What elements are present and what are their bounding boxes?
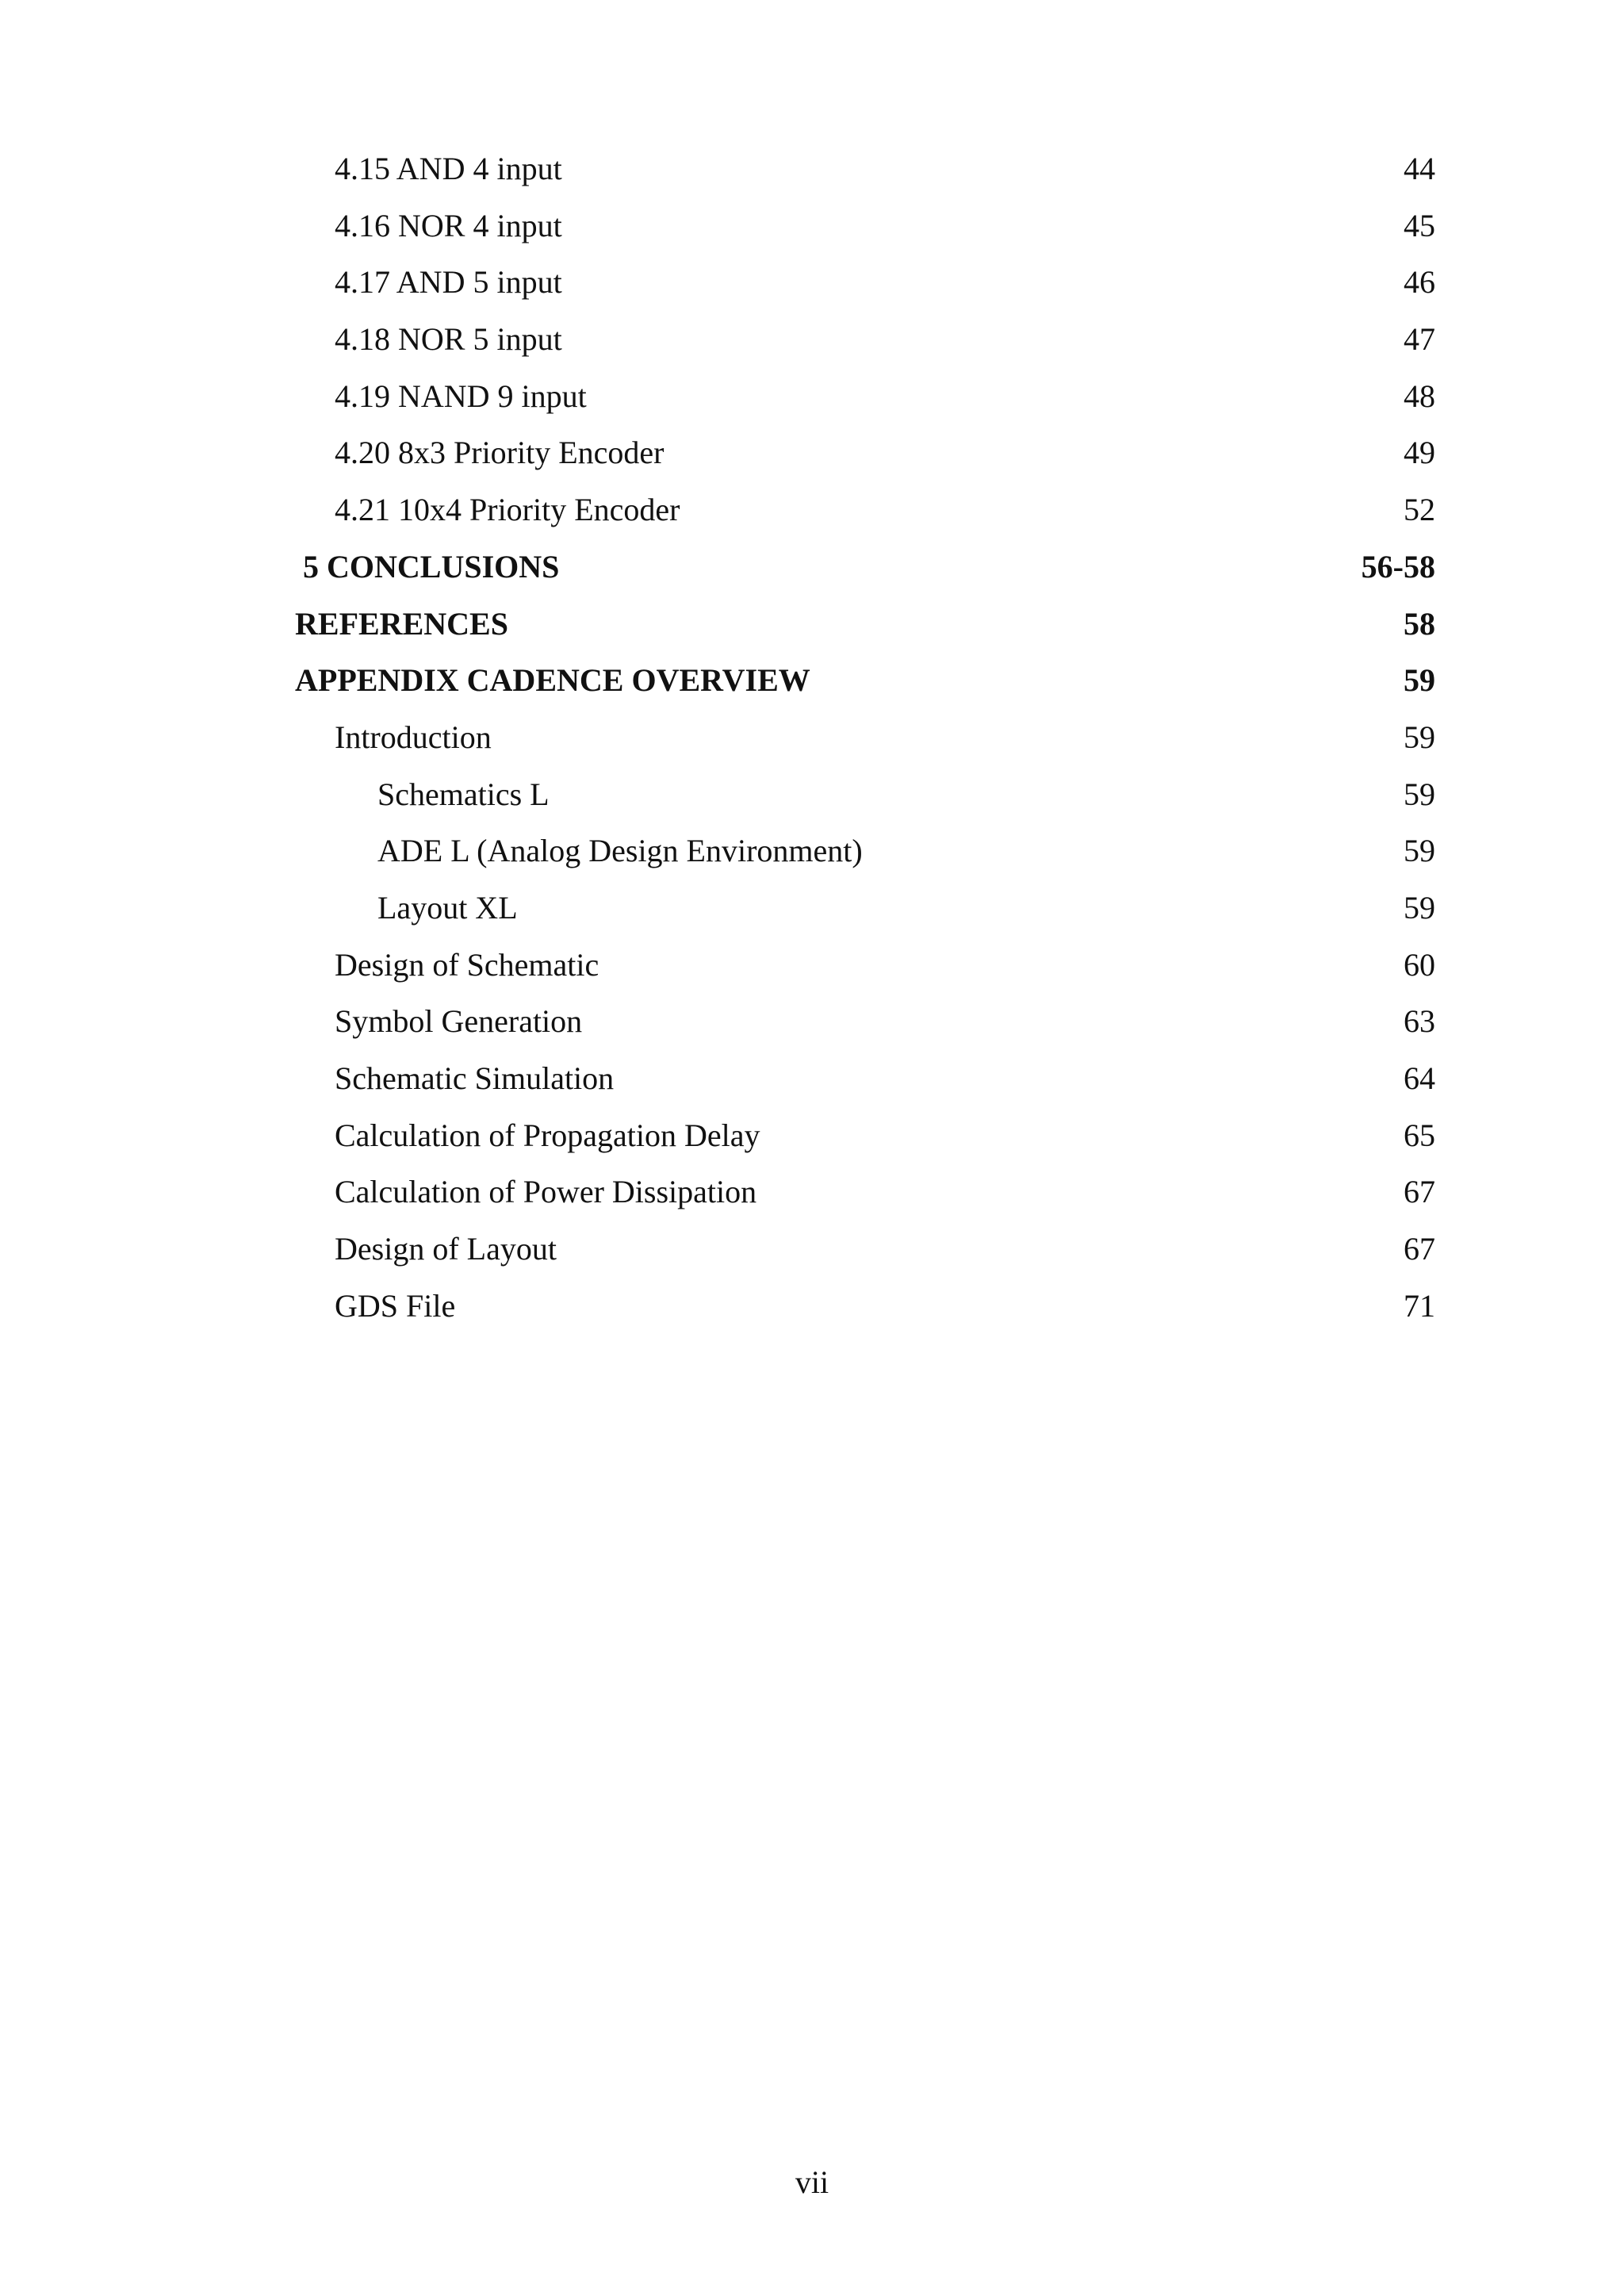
toc-entry-title: 4.18 NOR 5 input [335,321,562,358]
toc-subentry[interactable] [295,880,1435,937]
toc-entry[interactable] [295,311,1435,368]
toc-subentry-title: Schematics L [377,776,550,812]
toc-entry-title: Introduction [335,719,492,755]
toc-entry-title: 4.19 NAND 9 input [335,378,587,414]
toc-entry[interactable] [295,1221,1435,1278]
toc-subentry-title: ADE L (Analog Design Environment) [377,833,863,869]
toc-entry-page: 59 [1404,719,1435,755]
toc-entry-title: Symbol Generation [335,1003,583,1040]
toc-entry-page: 47 [1404,321,1435,358]
toc-entry[interactable] [295,140,1435,197]
toc-entry-page: 52 [1404,492,1435,528]
toc-entry-page: 49 [1404,435,1435,471]
toc-entry-page: 67 [1404,1231,1435,1267]
toc-subentry[interactable] [295,822,1435,880]
toc-entry[interactable] [295,1163,1435,1221]
toc-entry[interactable] [295,424,1435,481]
toc-entry[interactable] [295,1050,1435,1107]
toc-entry-title: GDS File [335,1287,456,1324]
toc-subentry-page: 59 [1404,889,1435,926]
toc-entry-title: 4.17 AND 5 input [335,264,562,301]
toc-chapter-title: 5 CONCLUSIONS [303,548,560,585]
toc-entry-page: 46 [1404,264,1435,301]
toc-entry-title: 4.20 8x3 Priority Encoder [335,435,665,471]
toc-entry[interactable] [295,197,1435,255]
toc-chapter[interactable] [295,596,1435,653]
toc-entry-title: 4.15 AND 4 input [335,151,562,186]
toc-chapter[interactable] [295,539,1435,596]
toc-entry-page: 65 [1404,1117,1435,1153]
toc-chapter-page: 59 [1404,662,1435,699]
toc-entry[interactable] [295,937,1435,994]
toc-entry-title: Calculation of Propagation Delay [335,1117,760,1153]
toc-subentry-page: 59 [1404,833,1435,869]
toc-entry-page: 48 [1404,378,1435,414]
toc-chapter-title: APPENDIX CADENCE OVERVIEW [295,662,810,699]
toc-entry[interactable] [295,481,1435,539]
toc-subentry[interactable] [295,766,1435,823]
toc-chapter[interactable] [295,652,1435,709]
toc-entry-title: 4.16 NOR 4 input [335,207,562,243]
toc-entry[interactable] [295,709,1435,766]
table-of-contents [295,140,1435,1334]
toc-entry-title: Design of Layout [335,1231,557,1267]
toc-entry-page: 45 [1404,207,1435,243]
toc-subentry-title: Layout XL [377,889,518,926]
toc-subentry-page: 59 [1404,776,1435,812]
toc-chapter-page: 58 [1404,605,1435,642]
toc-entry-page: 44 [1404,151,1435,186]
page-number: vii [795,2164,829,2200]
toc-entry[interactable] [295,1107,1435,1164]
toc-entry[interactable] [295,368,1435,425]
toc-entry-page: 60 [1404,946,1435,983]
toc-entry[interactable] [295,1278,1435,1335]
toc-entry-title: 4.21 10x4 Priority Encoder [335,492,680,528]
toc-chapter-page: 56-58 [1361,548,1435,585]
toc-entry-title: Design of Schematic [335,946,599,983]
toc-chapter-title: REFERENCES [295,605,508,642]
toc-entry-page: 64 [1404,1060,1435,1096]
toc-entry[interactable] [295,254,1435,311]
toc-entry-page: 67 [1404,1174,1435,1210]
toc-entry-title: Calculation of Power Dissipation [335,1174,757,1210]
toc-entry[interactable] [295,993,1435,1050]
toc-entry-page: 71 [1404,1287,1435,1324]
toc-entry-page: 63 [1404,1003,1435,1040]
toc-entry-title: Schematic Simulation [335,1060,615,1096]
